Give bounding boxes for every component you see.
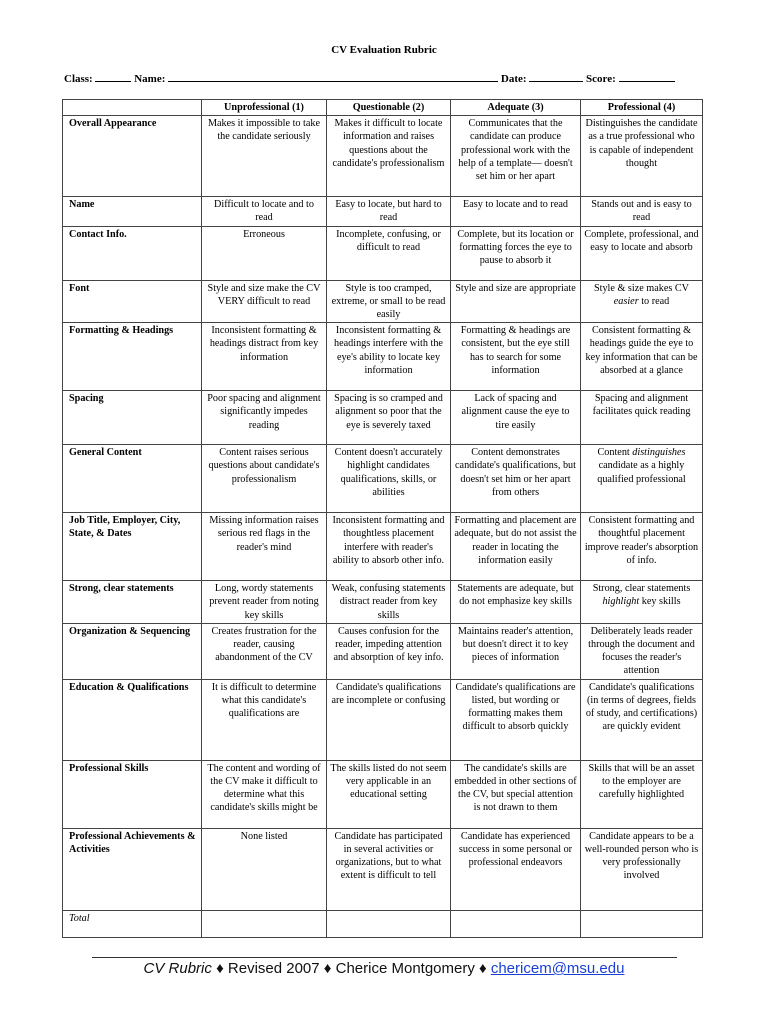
criterion-cell: Strong, clear statements <box>63 581 202 624</box>
column-header <box>63 100 202 116</box>
class-blank <box>95 71 131 82</box>
criterion-cell: Job Title, Employer, City, State, & Dates <box>63 513 202 581</box>
column-header: Unprofessional (1) <box>202 100 327 116</box>
table-row <box>63 760 703 828</box>
rubric-cell: None listed <box>202 828 327 910</box>
table-row <box>63 323 703 391</box>
rubric-cell: Lack of spacing and alignment cause the eye to tire easily <box>451 391 581 445</box>
table-row <box>63 445 703 513</box>
rubric-cell: Causes confusion for the reader, impeding attention and absorption of key info. <box>327 623 451 679</box>
criterion-cell: Professional Achievements & Activities <box>63 828 202 910</box>
criterion-cell: Overall Appearance <box>63 116 202 197</box>
rubric-cell: Candidate's qualifications are incomplete or confusing <box>327 679 451 760</box>
rubric-cell: Makes it impossible to take the candidate seriously <box>202 116 327 197</box>
table-row <box>63 226 703 280</box>
total-cell <box>202 910 327 937</box>
column-header: Professional (4) <box>581 100 703 116</box>
criterion-cell: Formatting & Headings <box>63 323 202 391</box>
rubric-cell: Long, wordy statements prevent reader from noting key skills <box>202 581 327 624</box>
footer <box>0 960 768 977</box>
criterion-cell: Organization & Sequencing <box>63 623 202 679</box>
rubric-cell: Creates frustration for the reader, causing abandonment of the CV <box>202 623 327 679</box>
email-link[interactable]: chericem@msu.edu <box>490 960 625 977</box>
rubric-cell: The candidate's skills are embedded in other sections of the CV, but special attention is not drawn to them <box>451 760 581 828</box>
footer-doc-name: CV Rubric <box>143 960 212 977</box>
rubric-cell: Style is too cramped, extreme, or small to be read easily <box>327 280 451 323</box>
table-row <box>63 581 703 624</box>
rubric-cell: Candidate has participated in several activities or organizations, but to what extent is difficult to tell <box>327 828 451 910</box>
name-label: Name: <box>134 73 166 85</box>
rubric-cell: Candidate's qualifications are listed, but wording or formatting makes them difficult to absorb quickly <box>451 679 581 760</box>
date-label: Date: <box>500 73 527 85</box>
table-row <box>63 197 703 226</box>
total-label: Total <box>63 910 202 937</box>
column-header: Adequate (3) <box>451 100 581 116</box>
rubric-cell: Inconsistent formatting & headings interfere with the eye's ability to locate key information <box>327 323 451 391</box>
date-blank <box>529 71 583 82</box>
criterion-cell: Education & Qualifications <box>63 679 202 760</box>
rubric-cell: Style and size make the CV VERY difficult to read <box>202 280 327 323</box>
footer-revised: Revised 2007 <box>227 960 320 977</box>
table-row <box>63 391 703 445</box>
rubric-cell: Consistent formatting and thoughtful placement improve reader's absorption of info. <box>581 513 703 581</box>
rubric-cell: Weak, confusing statements distract reader from key skills <box>327 581 451 624</box>
rubric-cell: Inconsistent formatting and thoughtless placement interfere with reader's ability to absorb other info. <box>327 513 451 581</box>
rubric-cell: Easy to locate and to read <box>451 197 581 226</box>
table-row <box>63 513 703 581</box>
diamond-icon: ♦ <box>323 960 332 977</box>
diamond-icon: ♦ <box>479 960 487 977</box>
rubric-cell: Candidate has experienced success in some personal or professional endeavors <box>451 828 581 910</box>
rubric-cell: Formatting and placement are adequate, but do not assist the reader in locating the information easily <box>451 513 581 581</box>
rubric-cell: Content distinguishes candidate as a highly qualified professional <box>581 445 703 513</box>
rubric-cell: Candidate's qualifications (in terms of degrees, fields of study, and certifications) are quickly evident <box>581 679 703 760</box>
rubric-cell: Inconsistent formatting & headings distract from key information <box>202 323 327 391</box>
rubric-cell: Content raises serious questions about candidate's professionalism <box>202 445 327 513</box>
total-cell <box>327 910 451 937</box>
rubric-cell: Consistent formatting & headings guide the eye to key information that can be absorbed at a glance <box>581 323 703 391</box>
rubric-cell: Poor spacing and alignment significantly impedes reading <box>202 391 327 445</box>
total-cell <box>581 910 703 937</box>
rubric-cell: Incomplete, confusing, or difficult to read <box>327 226 451 280</box>
rubric-cell: Skills that will be an asset to the employer are carefully highlighted <box>581 760 703 828</box>
diamond-icon: ♦ <box>216 960 224 977</box>
rubric-cell: Spacing is so cramped and alignment so poor that the eye is severely taxed <box>327 391 451 445</box>
table-row <box>63 116 703 197</box>
rubric-cell: Erroneous <box>202 226 327 280</box>
table-row <box>63 679 703 760</box>
document-title: CV Evaluation Rubric <box>331 44 437 56</box>
rubric-cell: Stands out and is easy to read <box>581 197 703 226</box>
rubric-cell: Complete, professional, and easy to locate and absorb <box>581 226 703 280</box>
score-label: Score: <box>586 73 616 85</box>
rubric-cell: Spacing and alignment facilitates quick reading <box>581 391 703 445</box>
rubric-cell: Maintains reader's attention, but doesn't direct it to key pieces of information <box>451 623 581 679</box>
rubric-cell: Distinguishes the candidate as a true professional who is capable of independent thought <box>581 116 703 197</box>
class-label: Class: <box>64 73 93 85</box>
rubric-table <box>62 99 703 938</box>
rubric-cell: It is difficult to determine what this candidate's qualifications are <box>202 679 327 760</box>
column-header: Questionable (2) <box>327 100 451 116</box>
rubric-cell: Formatting & headings are consistent, but the eye still has to search for some information <box>451 323 581 391</box>
table-row <box>63 280 703 323</box>
rubric-cell: Deliberately leads reader through the document and focuses the reader's attention <box>581 623 703 679</box>
rubric-cell: Communicates that the candidate can produce professional work with the help of a template— doesn't set him or her apart <box>451 116 581 197</box>
total-cell <box>451 910 581 937</box>
criterion-cell: Name <box>63 197 202 226</box>
rubric-cell: Style & size makes CV easier to read <box>581 280 703 323</box>
rubric-cell: Statements are adequate, but do not emphasize key skills <box>451 581 581 624</box>
rubric-cell: The skills listed do not seem very applicable in an educational setting <box>327 760 451 828</box>
rubric-cell: Style and size are appropriate <box>451 280 581 323</box>
rubric-cell: Difficult to locate and to read <box>202 197 327 226</box>
total-row <box>63 910 703 937</box>
footer-author: Cherice Montgomery <box>335 960 475 977</box>
score-blank <box>619 71 675 82</box>
table-row <box>63 828 703 910</box>
rubric-cell: The content and wording of the CV make it difficult to determine what this candidate's skills might be <box>202 760 327 828</box>
rubric-cell: Makes it difficult to locate information and raises questions about the candidate's professionalism <box>327 116 451 197</box>
criterion-cell: Contact Info. <box>63 226 202 280</box>
rubric-cell: Easy to locate, but hard to read <box>327 197 451 226</box>
rubric-cell: Content doesn't accurately highlight candidates qualifications, skills, or abilities <box>327 445 451 513</box>
rubric-cell: Content demonstrates candidate's qualifications, but doesn't set him or her apart from others <box>451 445 581 513</box>
rubric-cell: Missing information raises serious red flags in the reader's mind <box>202 513 327 581</box>
footer-rule <box>92 957 677 958</box>
criterion-cell: Professional Skills <box>63 760 202 828</box>
header-row <box>63 100 703 116</box>
header-fields <box>64 71 704 85</box>
criterion-cell: Font <box>63 280 202 323</box>
rubric-cell: Candidate appears to be a well-rounded person who is very professionally involved <box>581 828 703 910</box>
criterion-cell: General Content <box>63 445 202 513</box>
table-row <box>63 623 703 679</box>
name-blank <box>168 71 498 82</box>
rubric-cell: Complete, but its location or formatting forces the eye to pause to absorb it <box>451 226 581 280</box>
criterion-cell: Spacing <box>63 391 202 445</box>
rubric-cell: Strong, clear statements highlight key skills <box>581 581 703 624</box>
